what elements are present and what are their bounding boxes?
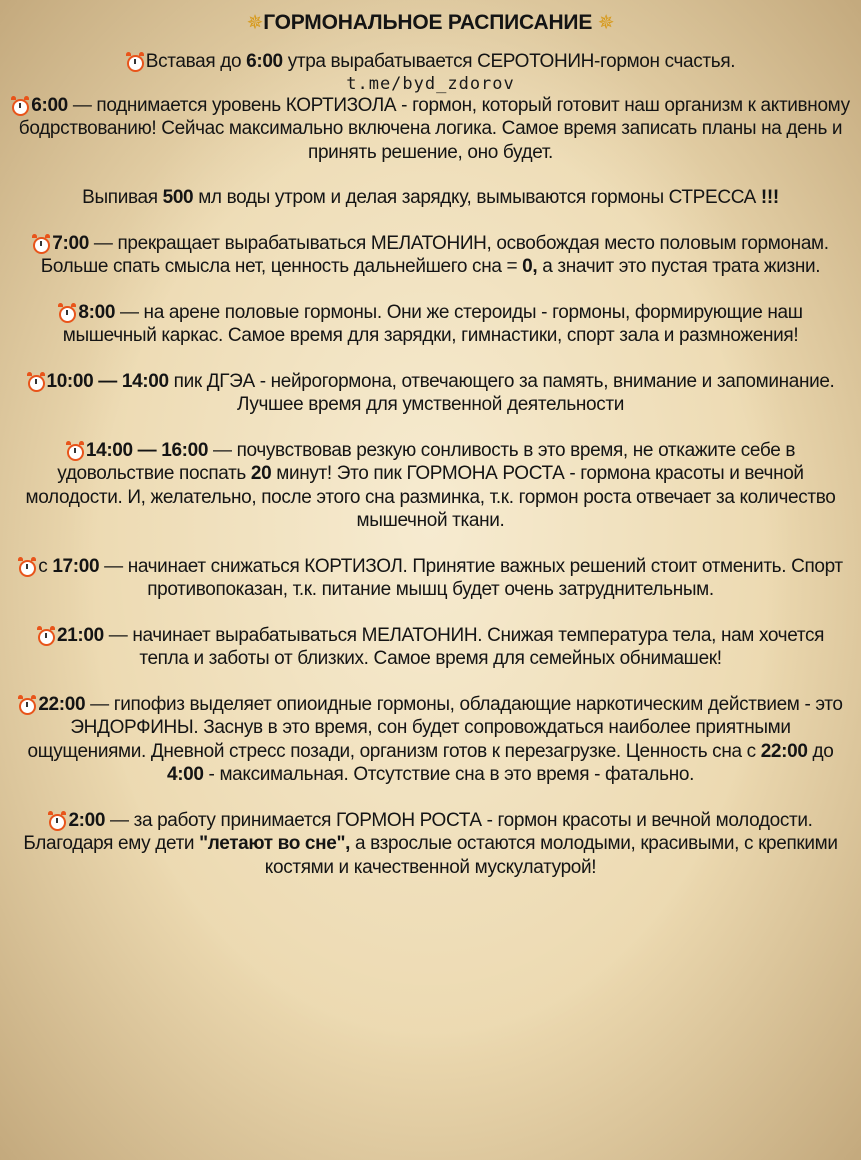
alarm-clock-icon <box>126 52 144 70</box>
sparkle-icon: ✵ <box>597 12 615 34</box>
alarm-clock-icon <box>37 626 55 644</box>
sparkle-icon: ✵ <box>246 12 264 34</box>
channel-link[interactable]: t.me/byd_zdorov <box>346 73 515 94</box>
schedule-item-1700: с 17:00 — начинает снижаться КОРТИЗОЛ. Принятие важных решений стоит отменить. Спорт противопоказан, т.к. питание мышц будет очень затруднительным. <box>10 555 851 602</box>
page-title: ✵ГОРМОНАЛЬНОЕ РАСПИСАНИЕ ✵ <box>246 11 615 34</box>
schedule-item-2100: 21:00 — начинает вырабатываться МЕЛАТОНИН. Снижая температура тела, нам хочется тепла и заботы от близких. Самое время для семейных обнимашек! <box>10 624 851 671</box>
intro-block: Вставая до 6:00 утра вырабатывается СЕРОТОНИН-гормон счастья. t.me/byd_zdorov <box>10 50 851 94</box>
alarm-clock-icon <box>66 441 84 459</box>
schedule-item-2200: 22:00 — гипофиз выделяет опиоидные гормоны, обладающие наркотическим действием - это ЭНДОРФИНЫ. Заснув в это время, сон будет сопровождаться наиболее приятными ощущениями. Дневной стресс позади, организм готов к перезагрузке. Ценность сна с 22:00 до 4:00 - максимальная. Отсутствие сна в это время - фатально. <box>10 693 851 787</box>
schedule-item-0700: 7:00 — прекращает вырабатываться МЕЛАТОНИН, освобождая место половым гормонам. Больше спать смысла нет, ценность дальнейшего сна = 0, а значит это пустая трата жизни. <box>10 232 851 279</box>
schedule-item-0200: 2:00 — за работу принимается ГОРМОН РОСТА - гормон красоты и вечной молодости. Благодаря ему дети "летают во сне", а взрослые остаются молодыми, красивыми, с крепкими костями и качественной мускулатурой! <box>23 809 838 878</box>
water-tip: Выпивая 500 мл воды утром и делая зарядку, вымываются гормоны СТРЕССА !!! <box>82 187 779 208</box>
schedule-item-0600: 6:00 — поднимается уровень КОРТИЗОЛА - гормон, который готовит наш организм к активному бодрствованию! Сейчас максимально включена логика. Самое время записать планы на день и принять решение, оно будет. <box>10 94 851 165</box>
alarm-clock-icon <box>48 811 66 829</box>
alarm-clock-icon <box>27 372 45 390</box>
alarm-clock-icon <box>32 234 50 252</box>
alarm-clock-icon <box>18 557 36 575</box>
alarm-clock-icon <box>18 695 36 713</box>
schedule-item-1000: 10:00 — 14:00 пик ДГЭА - нейрогормона, отвечающего за память, внимание и запоминание. Лучшее время для умственной деятельности <box>10 370 851 417</box>
alarm-clock-icon <box>58 303 76 321</box>
schedule-item-0800: 8:00 — на арене половые гормоны. Они же стероиды - гормоны, формирующие наш мышечный каркас. Самое время для зарядки, гимнастики, спорт зала и размножения! <box>10 301 851 348</box>
schedule-item-1400: 14:00 — 16:00 — почувствовав резкую сонливость в это время, не откажите себе в удовольствие поспать 20 минут! Это пик ГОРМОНА РОСТА - гормона красоты и вечной молодости. И, желательно, после этого сна разминка, т.к. гормон роста отвечает за количество мышечной ткани. <box>25 439 836 531</box>
alarm-clock-icon <box>11 96 29 114</box>
